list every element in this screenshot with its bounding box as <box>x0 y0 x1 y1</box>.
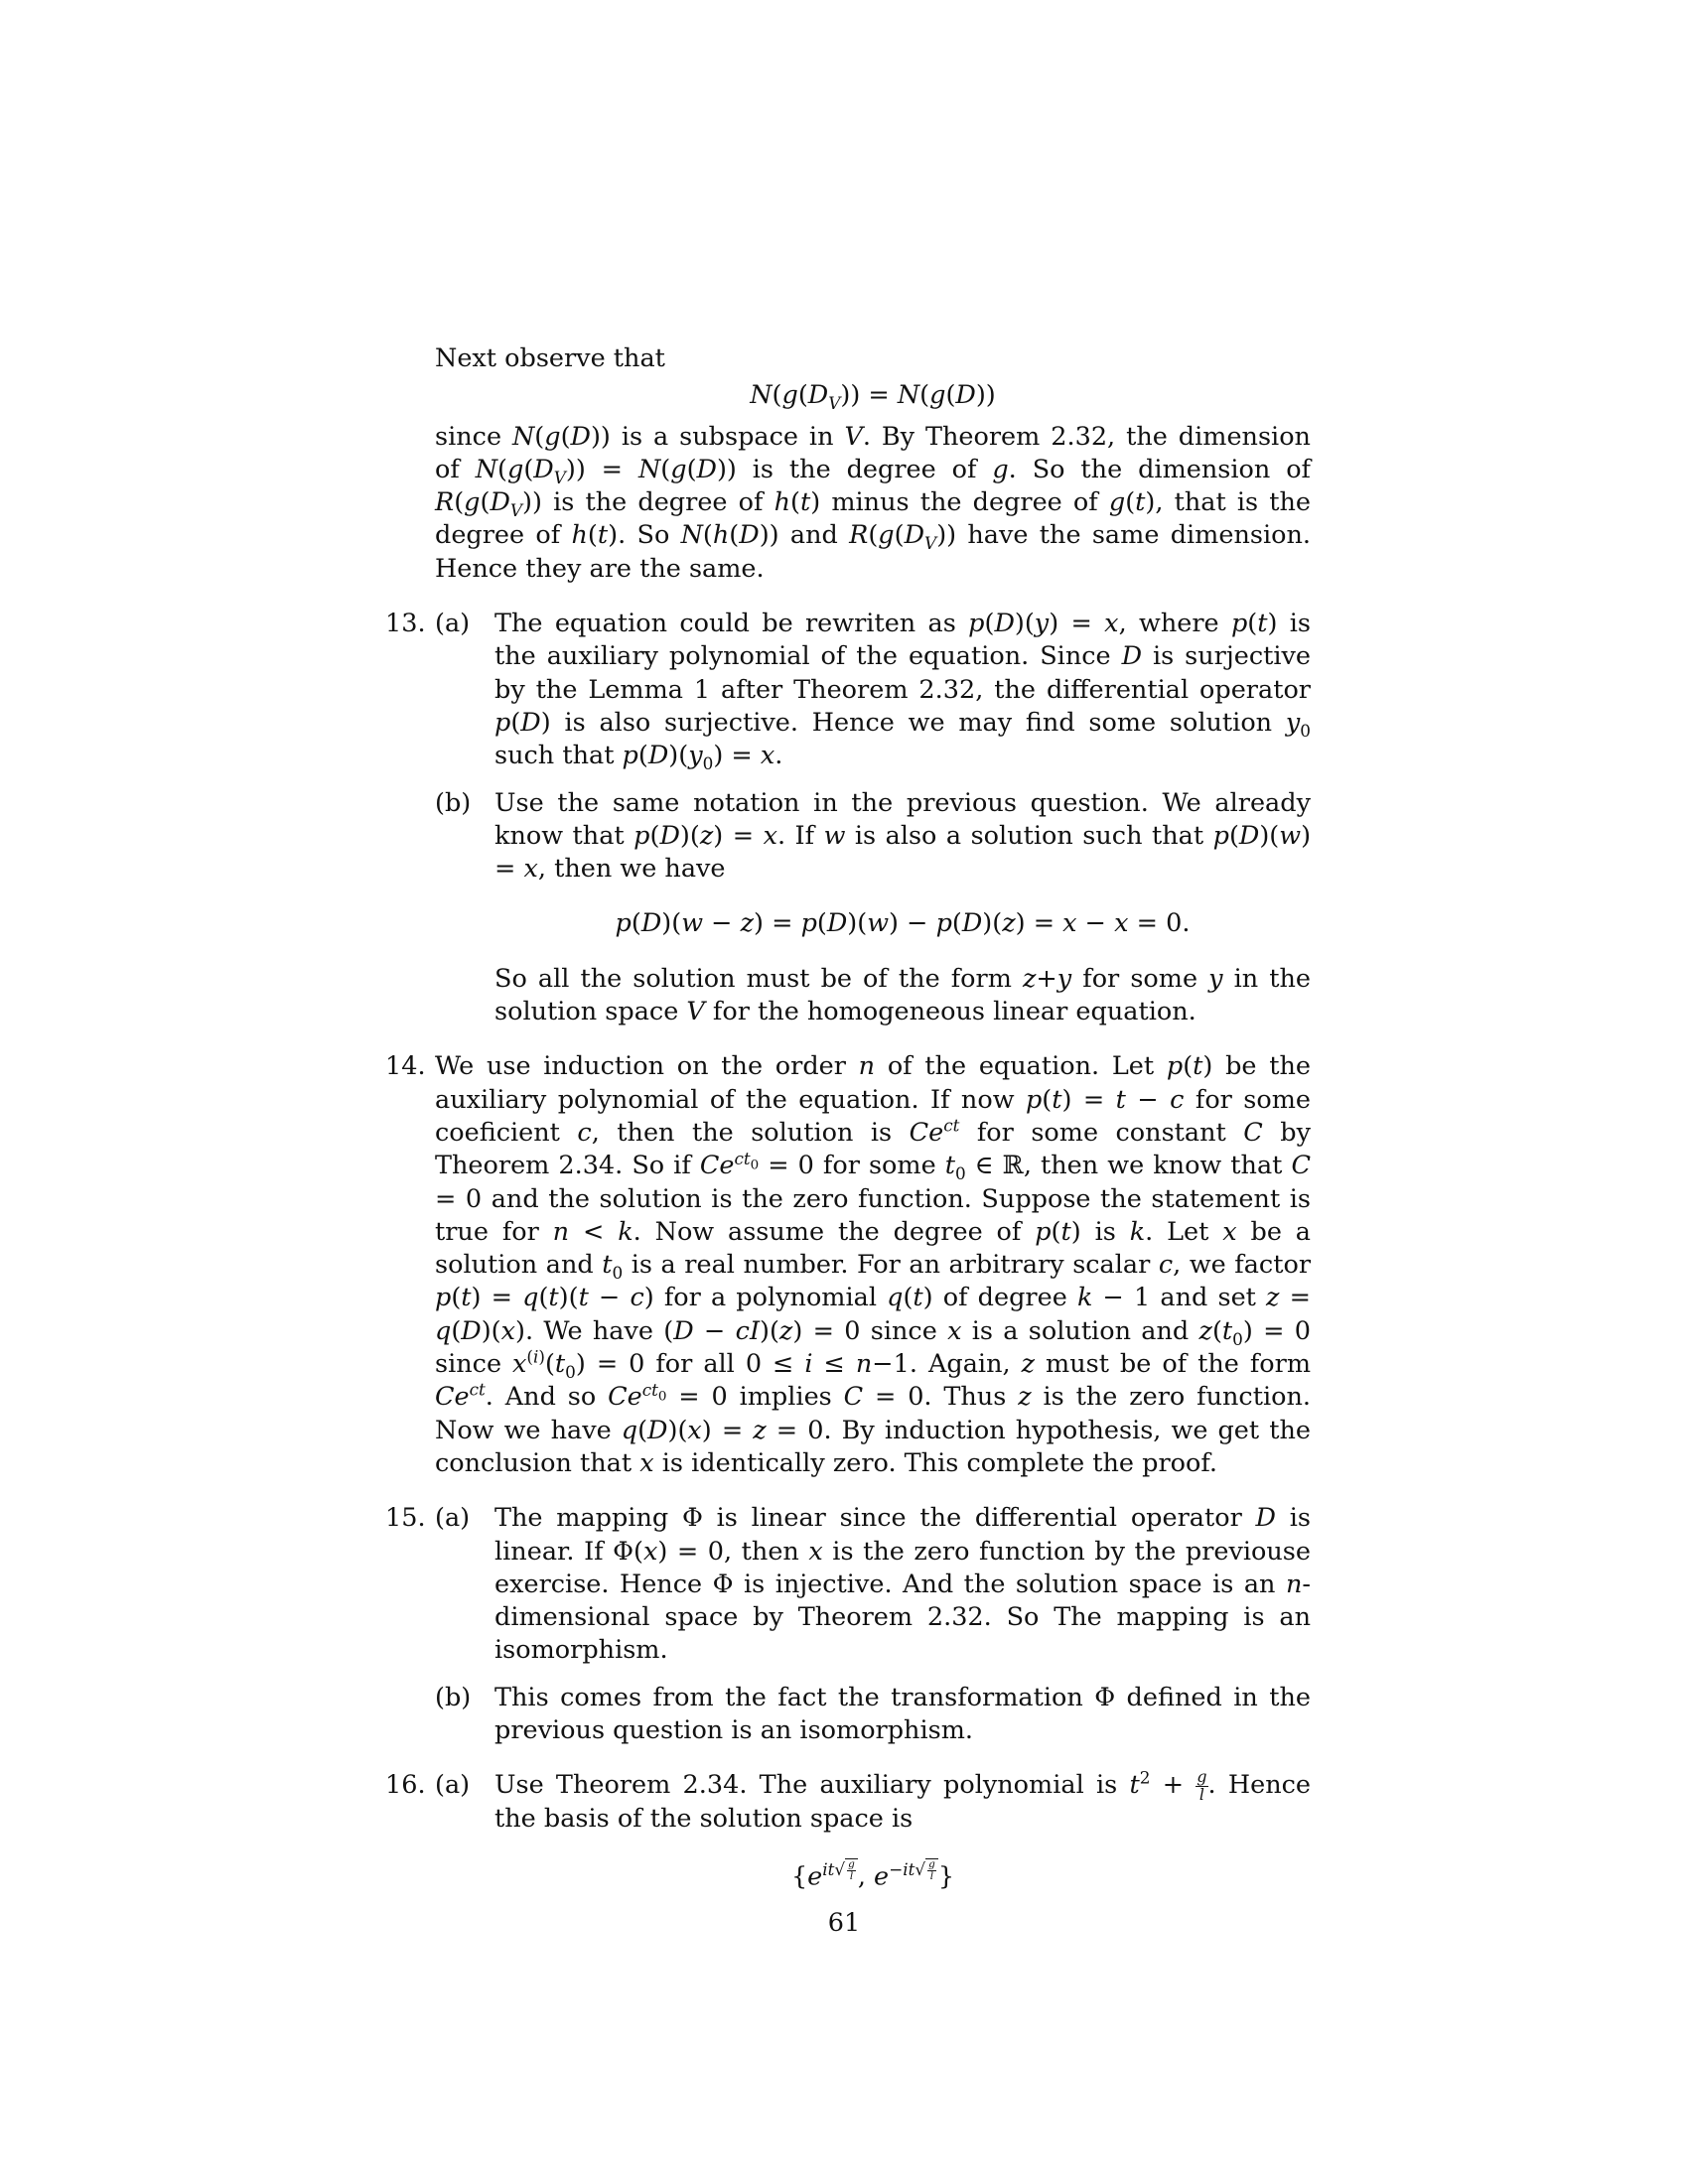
intro-equation: $N(g(D_V)) = N(g(D))$ <box>750 380 996 414</box>
page-number: 61 <box>827 1908 861 1938</box>
exercise-13b-after: So all the solution must be of the form z+y for some y in the solution space V for the homogeneous linear equation. <box>494 963 1311 1027</box>
exercise-13a: (a) The equation could be rewriten as p(D)(y) = x, where p(t) is the auxiliary polynomial of the equation. Since D is surjective by the Lemma 1 after Theorem 2.32, the differential operator p(D) is also surjective. Hence we may find some solution $y_0$ such that $p(D)(y_0) = x$. <box>435 609 1312 774</box>
page-content <box>385 342 1312 1894</box>
exercise-13b: (b) Use the same notation in the previous question. We already know that p(D)(z) = x. If w is also a solution such that p(D)(w) = x, then we have p(D)(w − z) = p(D)(w) − p(D)(z) = x − x = 0. So all the solution must be of the form z+y for some y in the solution space V for the homogeneous linear equation. <box>435 787 1312 1027</box>
exercise-15a: (a) The mapping Φ is linear since the differential operator D is linear. If Φ(x) = 0, then x is the zero function by the previouse exercise. Hence Φ is injective. And the solution space is an n-dimensional space by Theorem 2.32. So The mapping is an isomorphism. <box>435 1503 1311 1666</box>
exercise-16a: (a) Use Theorem 2.34. The auxiliary polynomial is $t^2$ + $\frac{g}{l}$ . Hence the basis of the solution space is {$e^{it√ \frac{g}{l}}$ , $e^{-it√ \frac{g}{l}}$ } <box>435 1769 1311 1893</box>
exercise-15b-text: This comes from the fact the transformation Φ defined in the previous question is an isomorphism. <box>494 1682 1311 1745</box>
exercise-number: 14. <box>385 1051 426 1082</box>
exercise-13 <box>385 608 1312 1028</box>
exercise-15b <box>435 1682 1311 1748</box>
exercise-number: 13. <box>385 609 426 639</box>
exercise-number: 16. <box>385 1770 426 1801</box>
exercise-16a-equation: {$e^{it√ \frac{g}{l}}$ , $e^{-it√ \frac{g}{l}}$ } <box>790 1857 955 1892</box>
exercise-number: 15. <box>385 1503 426 1534</box>
part-label: (b) <box>435 787 472 818</box>
intro-lead: Next observe that <box>435 343 665 373</box>
part-label: (b) <box>435 1682 472 1712</box>
part-label: (a) <box>435 609 471 639</box>
intro-paragraph: since N(g(D)) is a subspace in V. By Theorem 2.32, the dimension of $N(g(D_V)) = N(g(D))$ is the degree of g. So the dimension of $R(g(D_V))$ is the degree of h(t) minus the degree of g(t), that is the degree of h(t). So N(h(D)) and $R(g(D_V))$ have the same dimension. Hence they are the same. <box>435 421 1312 584</box>
part-label: (a) <box>435 1503 471 1534</box>
exercise-13b-equation: p(D)(w − z) = p(D)(w) − p(D)(z) = x − x = 0. <box>615 908 1191 939</box>
exercise-15 <box>385 1502 1311 1747</box>
exercise-16 <box>385 1767 1311 1893</box>
exercise-14: 14. We use induction on the order n of the equation. Let p(t) be the auxiliary polynomial of the equation. If now p(t) = t − c for some coeficient c, then the solution is $Ce^{ct}$ for some constant C by Theorem 2.34. So if $Ce^{ct_0} = 0$ for some $t_0$ ∈ ℝ, then we know that C = 0 and the solution is the zero function. Suppose the statement is true for n < k. Now assume the degree of p(t) is k. Let x be a solution and $t_0$ is a real number. For an arbitrary scalar c, we factor p(t) = q(t)(t − c) for a polynomial q(t) of degree k − 1 and set z = q(D)(x). We have (D − cI)(z) = 0 since x is a solution and $z(t_0) = 0$ since $x^{(i)}(t_0) = 0$ for all 0 ≤ i ≤ n−1. Again, z must be of the form $Ce^{ct}$. And so $Ce^{ct_0} = 0$ implies C = 0. Thus z is the zero function. Now we have q(D)(x) = z = 0. By induction hypothesis, we get the conclusion that x is identically zero. This complete the proof. <box>385 1051 1312 1478</box>
part-label: (a) <box>435 1770 471 1801</box>
